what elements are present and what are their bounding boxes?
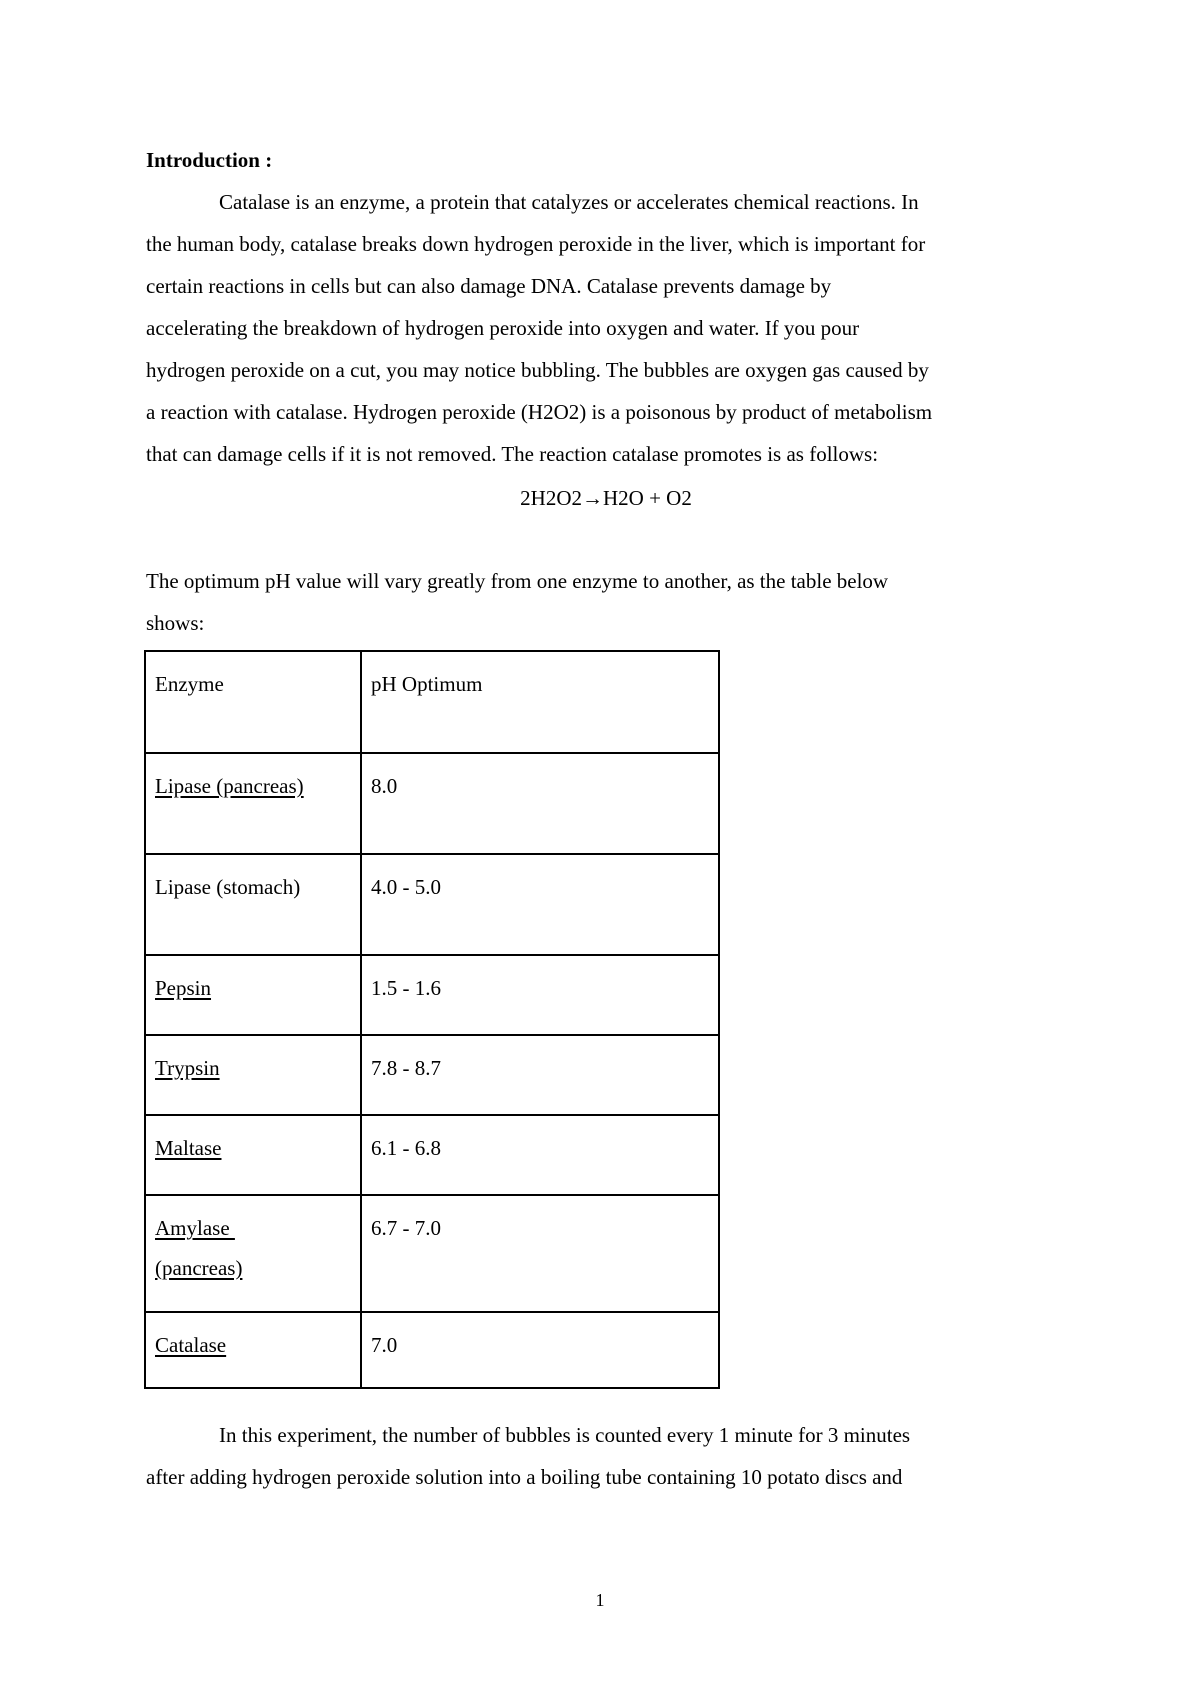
enzyme-name: Pepsin — [155, 976, 212, 1000]
table-row — [145, 1035, 719, 1115]
intro-line: Catalase is an enzyme, a protein that catalyzes or accelerates chemical reactions. In — [219, 190, 919, 214]
enzyme-name-continued: (pancreas) — [155, 1256, 243, 1280]
intro-line: a reaction with catalase. Hydrogen peroxide (H2O2) is a poisonous by product of metabolism — [146, 400, 933, 424]
intro-line: the human body, catalase breaks down hydrogen peroxide in the liver, which is important for — [146, 232, 926, 256]
reaction-equation: 2H2O2→H2O + O2 — [520, 486, 692, 510]
optimum-line: The optimum pH value will vary greatly from one enzyme to another, as the table below — [146, 569, 889, 593]
enzyme-cell — [145, 955, 361, 1035]
table-row — [145, 1195, 719, 1312]
ph-cell: 7.8 - 8.7 — [361, 1035, 719, 1115]
experiment-line: In this experiment, the number of bubbles is counted every 1 minute for 3 minutes — [219, 1423, 911, 1447]
header-cell-ph: pH Optimum — [361, 651, 719, 753]
ph-cell: 1.5 - 1.6 — [361, 955, 719, 1035]
intro-line: accelerating the breakdown of hydrogen peroxide into oxygen and water. If you pour — [146, 316, 860, 340]
enzyme-ph-table — [144, 650, 720, 1389]
ph-cell: 6.1 - 6.8 — [361, 1115, 719, 1195]
ph-cell: 6.7 - 7.0 — [361, 1195, 719, 1312]
intro-line: hydrogen peroxide on a cut, you may notice bubbling. The bubbles are oxygen gas caused by — [146, 358, 929, 382]
ph-cell: 8.0 — [361, 753, 719, 854]
table-header-row — [145, 651, 719, 753]
enzyme-name: Lipase (pancreas) — [155, 774, 304, 798]
section-heading: Introduction : — [146, 148, 273, 172]
enzyme-name: Maltase — [155, 1136, 222, 1160]
table-row — [145, 753, 719, 854]
enzyme-cell — [145, 1115, 361, 1195]
experiment-paragraph — [146, 1414, 1066, 1498]
enzyme-name: Amylase — [155, 1216, 235, 1240]
table-row — [145, 1312, 719, 1388]
header-cell-enzyme: Enzyme — [145, 651, 361, 753]
experiment-line: after adding hydrogen peroxide solution into a boiling tube containing 10 potato discs and — [146, 1465, 903, 1489]
ph-cell: 4.0 - 5.0 — [361, 854, 719, 955]
enzyme-name: Lipase (stomach) — [155, 875, 301, 899]
enzyme-cell — [145, 854, 361, 955]
table-row — [145, 1115, 719, 1195]
optimum-paragraph — [146, 560, 1066, 644]
intro-line: that can damage cells if it is not removed. The reaction catalase promotes is as follows: — [146, 442, 879, 466]
enzyme-cell — [145, 1312, 361, 1388]
enzyme-name: Catalase — [155, 1333, 227, 1357]
enzyme-name: Trypsin — [155, 1056, 220, 1080]
enzyme-cell — [145, 1035, 361, 1115]
ph-cell: 7.0 — [361, 1312, 719, 1388]
enzyme-cell — [145, 1195, 361, 1312]
optimum-line: shows: — [146, 611, 205, 635]
intro-line: certain reactions in cells but can also damage DNA. Catalase prevents damage by — [146, 274, 832, 298]
table-row — [145, 854, 719, 955]
intro-paragraph — [146, 181, 1066, 475]
page-number: 1 — [595, 1590, 605, 1610]
table-row — [145, 955, 719, 1035]
enzyme-cell — [145, 753, 361, 854]
